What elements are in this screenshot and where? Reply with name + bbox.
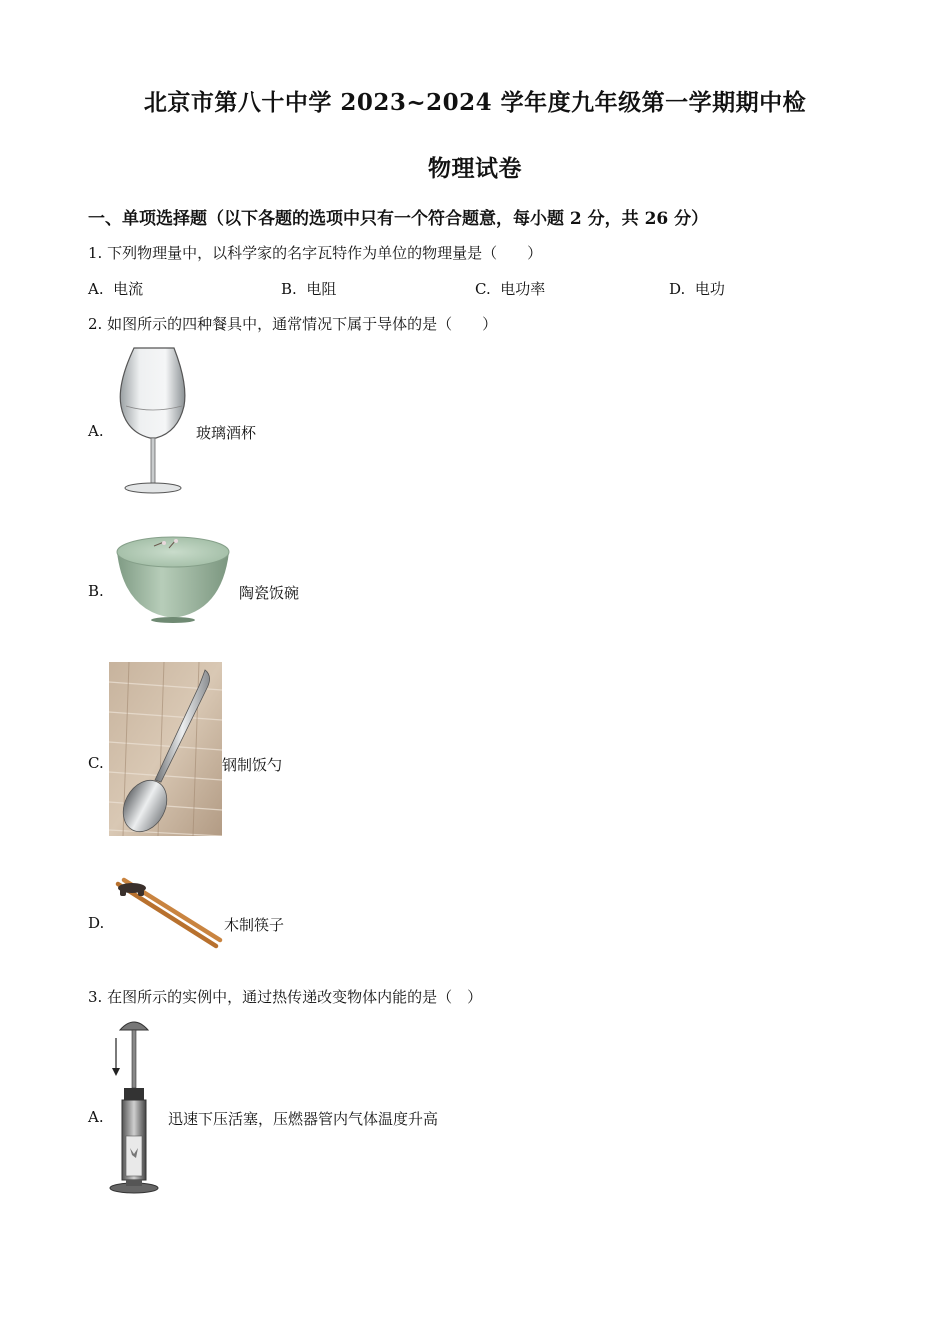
q2-option-a-caption: 玻璃酒杯: [196, 424, 257, 442]
q1-option-a: [88, 278, 143, 299]
q1-option-b: [281, 278, 336, 299]
q2-option-b-caption: 陶瓷饭碗: [239, 584, 300, 602]
exam-title-line1: 北京市第八十中学 2023~2024 学年度九年级第一学期期中检: [143, 89, 807, 116]
section-heading: 一、单项选择题（以下各题的选项中只有一个符合题意，每小题 2 分，共 26 分）: [88, 209, 709, 229]
ceramic-bowl-image: [114, 534, 232, 624]
q3-option-a-letter: A.: [88, 1108, 104, 1126]
q1-option-c: [475, 278, 545, 299]
steel-spoon-image: [109, 662, 222, 836]
q2-option-d-letter: D.: [88, 914, 105, 932]
fire-piston-image: [106, 1016, 162, 1196]
question-2-stem: 2. 如图所示的四种餐具中，通常情况下属于导体的是（ ）: [88, 315, 498, 333]
q1-option-d: [669, 278, 725, 299]
option-letter: B.: [281, 280, 297, 298]
q2-option-c-caption: 钢制饭勺: [222, 756, 283, 774]
q3-option-a-caption: 迅速下压活塞，压燃器管内气体温度升高: [168, 1110, 439, 1128]
q2-option-d-caption: 木制筷子: [224, 916, 285, 934]
q2-option-c-letter: C.: [88, 754, 104, 772]
option-text: 电阻: [306, 280, 337, 298]
option-letter: C.: [475, 280, 491, 298]
option-text: 电功率: [500, 280, 546, 298]
option-letter: A.: [88, 280, 104, 298]
wooden-chopsticks-image: [110, 874, 224, 954]
option-text: 电流: [113, 280, 144, 298]
exam-title-line2: 物理试卷: [428, 155, 522, 182]
wine-glass-image: [112, 344, 194, 496]
option-text: 电功: [694, 280, 725, 298]
question-3-stem: 3. 在图所示的实例中，通过热传递改变物体内能的是（ ）: [88, 988, 483, 1006]
q2-option-a-letter: A.: [88, 422, 104, 440]
question-1-stem: 1. 下列物理量中，以科学家的名字瓦特作为单位的物理量是（ ）: [88, 244, 543, 262]
option-letter: D.: [669, 280, 686, 298]
q2-option-b-letter: B.: [88, 582, 104, 600]
